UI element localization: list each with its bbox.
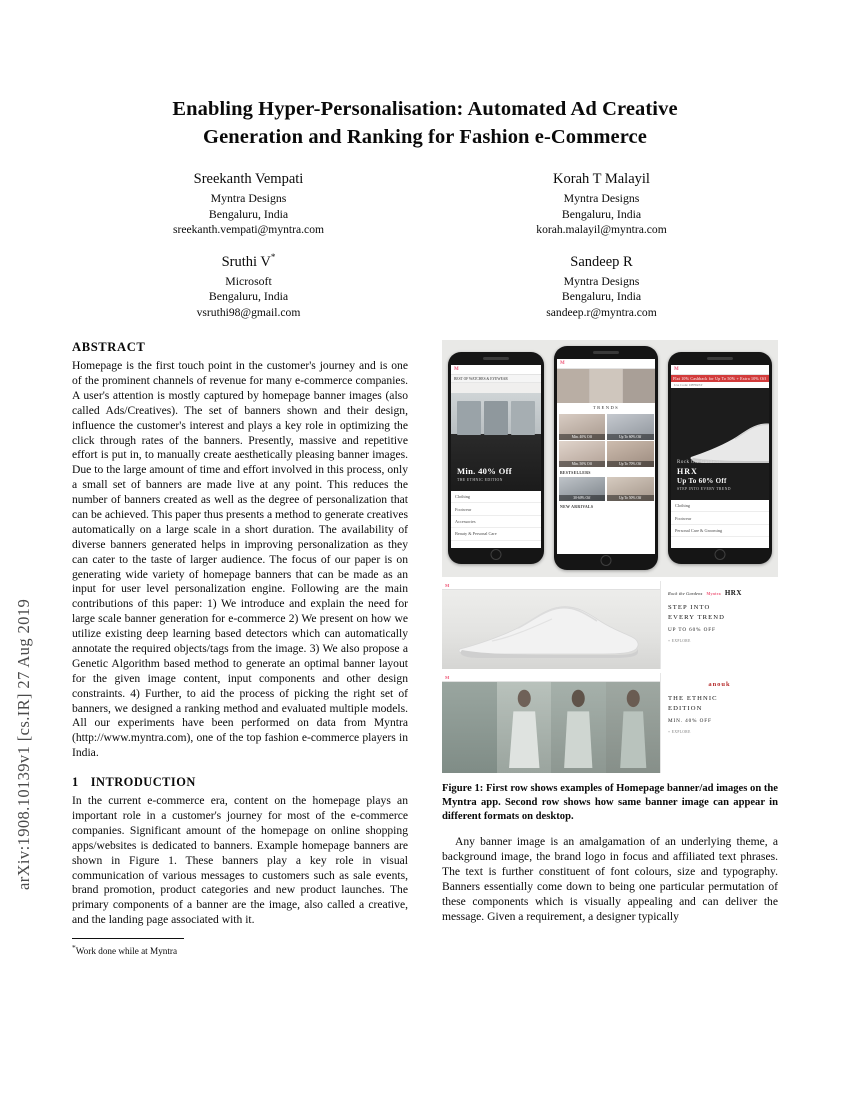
desktop1-brand-main: HRX (724, 589, 742, 598)
phone3-list-item[interactable]: Clothing (671, 500, 769, 512)
desktop1-text-panel (660, 581, 778, 669)
footnote-text: Work done while at Myntra (75, 946, 178, 957)
author-block (425, 169, 778, 237)
desktop2-image (442, 673, 660, 773)
phone2-tile-caption: Up To 70% Off (607, 461, 654, 467)
phone1-hero-small: THE ETHNIC EDITION (457, 478, 503, 483)
phone-mock-3 (668, 352, 772, 564)
desktop1-brand-pre: Rock the Gardens (668, 590, 703, 596)
footnote-divider (72, 938, 184, 939)
desktop-top-bar (442, 581, 660, 590)
phone3-hero-caption: Rock the Gardens HRX Up To 60% Off STEP INTO EVERY TREND (677, 460, 731, 492)
footnote (72, 943, 408, 958)
section-number: 1 (72, 775, 79, 790)
phone2-tile[interactable] (559, 477, 606, 501)
phone3-hero-big: Up To 60% Off (677, 476, 727, 485)
desktop2-title-2: EDITION (668, 704, 703, 712)
title-line-1: Enabling Hyper-Personalisation: Automated Ad Creative (172, 98, 678, 120)
phone3-hero-small: STEP INTO EVERY TREND (677, 487, 731, 492)
desktop2-brand-main: anouk (708, 681, 731, 689)
phone2-tile[interactable] (559, 414, 606, 440)
phone2-tile[interactable] (607, 441, 654, 467)
author-affiliation: Microsoft (225, 273, 272, 288)
phone1-list-item[interactable]: Footwear (451, 503, 541, 515)
model-photo (606, 681, 661, 773)
figure-1 (442, 340, 778, 823)
phone2-tile-caption: Min. 50% Off (559, 461, 606, 467)
model-silhouette-icon (606, 681, 661, 773)
model-photo (442, 681, 497, 773)
desktop1-title: STEP INTO (668, 604, 711, 612)
author-name (72, 252, 425, 272)
myntra-logo-icon: M (454, 367, 459, 373)
author-affiliation: Myntra Designs (563, 191, 640, 206)
shoe-image (452, 597, 642, 665)
phone-mock-2 (554, 346, 658, 570)
author-name (72, 169, 425, 189)
phone-notch (593, 351, 619, 354)
paper-content (72, 96, 778, 957)
author-affiliation: Myntra Designs (563, 273, 640, 288)
author-list (72, 169, 778, 334)
right-column (442, 340, 778, 932)
model-photo-strip (442, 681, 660, 773)
author-location: Bengaluru, India (208, 206, 289, 221)
desktop1-title-2: EVERY TREND (668, 613, 725, 621)
phone2-tile[interactable] (607, 477, 654, 501)
phone2-tile-grid (557, 412, 655, 469)
phone1-hero-banner[interactable] (451, 393, 541, 491)
phone1-hero-caption (457, 466, 512, 483)
phone3-list-item[interactable]: Footwear (671, 512, 769, 524)
desktop2-brand-row (668, 681, 771, 688)
model-photo (497, 681, 552, 773)
phone2-section-label: BESTSELLERS (560, 470, 591, 475)
author-name-text: Korah T Malayil (553, 171, 650, 188)
figure-caption: Figure 1: First row shows examples of Homepage banner/ad images on the Myntra app. Second row shows how same banner image can appear in different formats on desktop. (442, 783, 778, 822)
phone2-section-label: NEW ARRIVALS (560, 504, 594, 509)
phone-home-button (601, 555, 612, 566)
phone2-tile[interactable] (607, 414, 654, 440)
author-email: sreekanth.vempati@myntra.com (172, 223, 325, 237)
desktop-top-bar (442, 673, 660, 682)
phone2-tile-grid-2 (557, 476, 655, 503)
app-bar (451, 365, 541, 375)
phone2-tile-caption: Up To 50% Off (607, 495, 654, 501)
author-block (425, 252, 778, 320)
title-line-2: Generation and Ranking for Fashion e-Commerce (203, 125, 647, 148)
phone3-ribbon: Flat 10% Cashback for Up To 50% + Extra 10% Off (671, 375, 769, 382)
phone3-hero-brand: HRX (677, 466, 698, 476)
phone3-list-item[interactable]: Personal Care & Grooming (671, 525, 769, 537)
author-email: vsruthi98@gmail.com (196, 305, 301, 319)
phone-home-button (715, 549, 726, 560)
author-email: sandeep.r@myntra.com (546, 305, 657, 319)
phone-screen-3 (671, 365, 769, 548)
author-name-text: Sreekanth Vempati (193, 171, 304, 188)
introduction-paragraph: In the current e-commerce era, content on the homepage plays an important role in a customer's journey for most of the e-commerce companies. Significant amount of the homepage on online shopping apps/websites is dedicated to banners. Example homepage banners are shown in Figure 1. These banners play a key role in visual communication of various messages to customers such as sale events, brand promotion, product categories and new product launches. The primary components of a banner are the image, also called a creative, and the landing page associated with it. (72, 794, 408, 927)
model-silhouette-icon (497, 681, 552, 773)
author-name-text: Sruthi V (221, 253, 271, 270)
phone1-list-item[interactable]: Beauty & Personal Care (451, 528, 541, 540)
phone2-tile-caption: 30-60% Off (559, 495, 606, 501)
desktop1-code[interactable]: + EXPLORE (668, 638, 691, 643)
figure-row-desktop-2 (442, 673, 778, 773)
myntra-logo-icon: M (674, 367, 679, 373)
myntra-logo-icon: M (445, 674, 450, 680)
phone1-topstrip: BEST OF WATCHES & EYEWEAR (451, 375, 541, 383)
author-location: Bengaluru, India (208, 289, 289, 304)
desktop2-sub: MIN. 40% OFF (668, 717, 712, 724)
author-affiliation: Myntra Designs (210, 191, 287, 206)
myntra-logo-icon: M (560, 361, 565, 367)
app-bar (557, 359, 655, 369)
phone2-tile-caption: Min. 40% Off (559, 434, 606, 440)
desktop1-brand-mid: Myntra (706, 590, 721, 596)
desktop2-text-panel (660, 673, 778, 773)
author-name (425, 252, 778, 272)
right-column-paragraph: Any banner image is an amalgamation of an underlying theme, a background image, the brand logo in focus and affiliated text phrases. The text is further constituent of font colours, size and typography. Banners essentially come down to being one particular permutation of these components which is visually appealing and can deliver the message. Given a requirement, a designer typically (442, 835, 778, 923)
author-location: Bengaluru, India (561, 206, 642, 221)
phone3-promo-code: Use Code: DFFIRST (674, 383, 703, 388)
desktop1-sub: UP TO 60% OFF (668, 626, 716, 633)
figure-row-phones (442, 340, 778, 577)
phone-screen-2 (557, 359, 655, 554)
phone-notch (707, 357, 733, 360)
author-block (72, 169, 425, 237)
author-name-text: Sandeep R (570, 253, 633, 270)
model-photo (551, 681, 606, 773)
phone2-tile[interactable] (559, 441, 606, 467)
arxiv-stamp: arXiv:1908.10139v1 [cs.IR] 27 Aug 2019 (14, 598, 33, 890)
phone3-hero-banner[interactable] (671, 388, 769, 500)
phone-mock-1 (448, 352, 544, 564)
figure-row-desktop-1 (442, 581, 778, 669)
model-silhouette-icon (551, 681, 606, 773)
app-bar (671, 365, 769, 375)
page-title (72, 96, 778, 151)
desktop1-brand-row (668, 589, 771, 597)
phone1-list-item[interactable]: Accessories (451, 516, 541, 528)
myntra-logo-icon: M (445, 582, 450, 588)
author-star: * (270, 251, 276, 262)
footnote-marker: * (72, 943, 76, 953)
abstract-text: Homepage is the first touch point in the customer's journey and is one of the prominent channels of revenue for many e-commerce companies. A user's attention is mostly captured by homepage banner images (also called Ads/Creatives). The set of banners shown and their design, influence the customer's interest and plays a key role in optimizing the click through rates of the banners. Presently, massive and repetitive effort is put in, to manually create aesthetically pleasing banner images. Due to the large amount of time and effort involved in this process, only a small set of banners are made live at any point. This reduces the number of banners created as well as the degree of personalization that can be achieved. This paper thus presents a method to generate creatives automatically on a large scale in a short duration. The availability of diverse banners generated helps in improving personalization as they can cater to the taste of larger audience. The focus of our paper is on generating wide variety of homepage banners that can be made as an input for user level personalization engine. Following are the main contributions of this paper: 1) We introduce and explain the need for large scale banner generation for e-commerce 2) We present on how we utilize existing deep learning based detectors which can automatically annotate the required objects/tags from the image. 3) We also propose a Genetic Algorithm based method to generate an optimal banner layout for the given image content, input components and other design constraints. 4) Further, to aid the process of picking the right set of banners, we designed a ranking method and evaluated multiple models. All our experiments have been performed on data from Myntra (http://www.myntra.com), one of the top fashion e-commerce players in India. (72, 359, 408, 760)
desktop1-image (442, 581, 660, 669)
phone1-list-item[interactable]: Clothing (451, 491, 541, 503)
section-heading-introduction (72, 775, 408, 790)
desktop2-code[interactable]: + EXPLORE (668, 729, 691, 734)
author-email: korah.malayil@myntra.com (536, 223, 667, 237)
left-column (72, 340, 408, 958)
author-name (425, 169, 778, 189)
phone2-brand-title: TRENDS (592, 405, 620, 411)
phone-screen-1 (451, 365, 541, 548)
desktop2-title: THE ETHNIC (668, 695, 718, 703)
author-block (72, 252, 425, 320)
section-title: INTRODUCTION (90, 775, 196, 790)
phone2-tile-caption: Up To 60% Off (607, 434, 654, 440)
phone-home-button (491, 549, 502, 560)
author-location: Bengaluru, India (561, 289, 642, 304)
abstract-heading: ABSTRACT (72, 340, 146, 355)
phone1-hero-big: Min. 40% Off (457, 465, 512, 476)
phone-notch (483, 357, 509, 360)
